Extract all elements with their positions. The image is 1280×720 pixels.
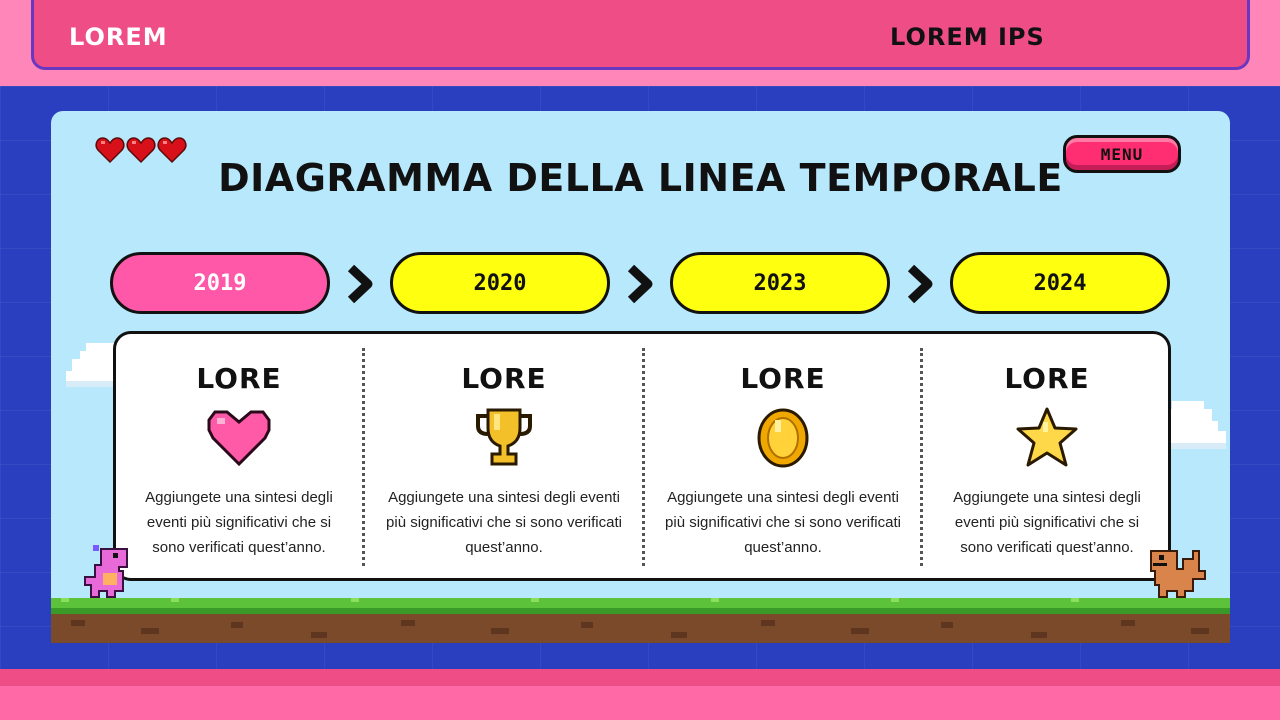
menu-button[interactable]: MENU: [1063, 135, 1181, 173]
heart-icon: [207, 406, 271, 470]
column-divider: [642, 348, 645, 566]
header-bar: [31, 0, 1250, 70]
pink-dino-icon: [83, 541, 141, 599]
column-description: Aggiungete una sintesi degli eventi più significativi che si sono verificati quest’anno.: [386, 489, 622, 556]
column-heading: LORE: [740, 362, 826, 395]
timeline-column-2024: [924, 334, 1170, 578]
bottom-band-lower: [0, 686, 1280, 720]
star-icon: [1015, 406, 1079, 470]
year-pill-2020[interactable]: 2020: [390, 252, 610, 314]
header-right-label: LOREM IPS: [890, 23, 1045, 51]
chevron-right-icon: [345, 263, 375, 305]
year-pill-2023[interactable]: 2023: [670, 252, 890, 314]
year-pill-2019[interactable]: 2019: [110, 252, 330, 314]
bottom-band: [0, 669, 1280, 686]
timeline-column-2020: [366, 334, 642, 578]
brown-dino-icon: [1147, 541, 1207, 599]
column-divider: [362, 348, 365, 566]
column-heading: LORE: [461, 362, 547, 395]
page-title: DIAGRAMMA DELLA LINEA TEMPORALE: [218, 156, 1063, 200]
year-pill-2024[interactable]: 2024: [950, 252, 1170, 314]
coin-icon: [751, 406, 815, 470]
pixel-ground: [51, 598, 1230, 643]
chevron-right-icon: [905, 263, 935, 305]
column-heading: LORE: [1004, 362, 1090, 395]
column-heading: LORE: [196, 362, 282, 395]
timeline-column-2023: [646, 334, 920, 578]
column-description: Aggiungete una sintesi degli eventi più significativi che si sono verificati quest’anno.: [145, 489, 333, 556]
column-description: Aggiungete una sintesi degli eventi più significativi che si sono verificati quest’anno.: [665, 489, 901, 556]
trophy-icon: [472, 406, 536, 470]
game-panel: [51, 111, 1230, 643]
chevron-right-icon: [625, 263, 655, 305]
timeline-card: [113, 331, 1171, 581]
header-left-label: LOREM: [69, 23, 168, 51]
timeline-column-2019: [116, 334, 362, 578]
column-description: Aggiungete una sintesi degli eventi più significativi che si sono verificati quest’anno.: [953, 489, 1141, 556]
column-divider: [920, 348, 923, 566]
